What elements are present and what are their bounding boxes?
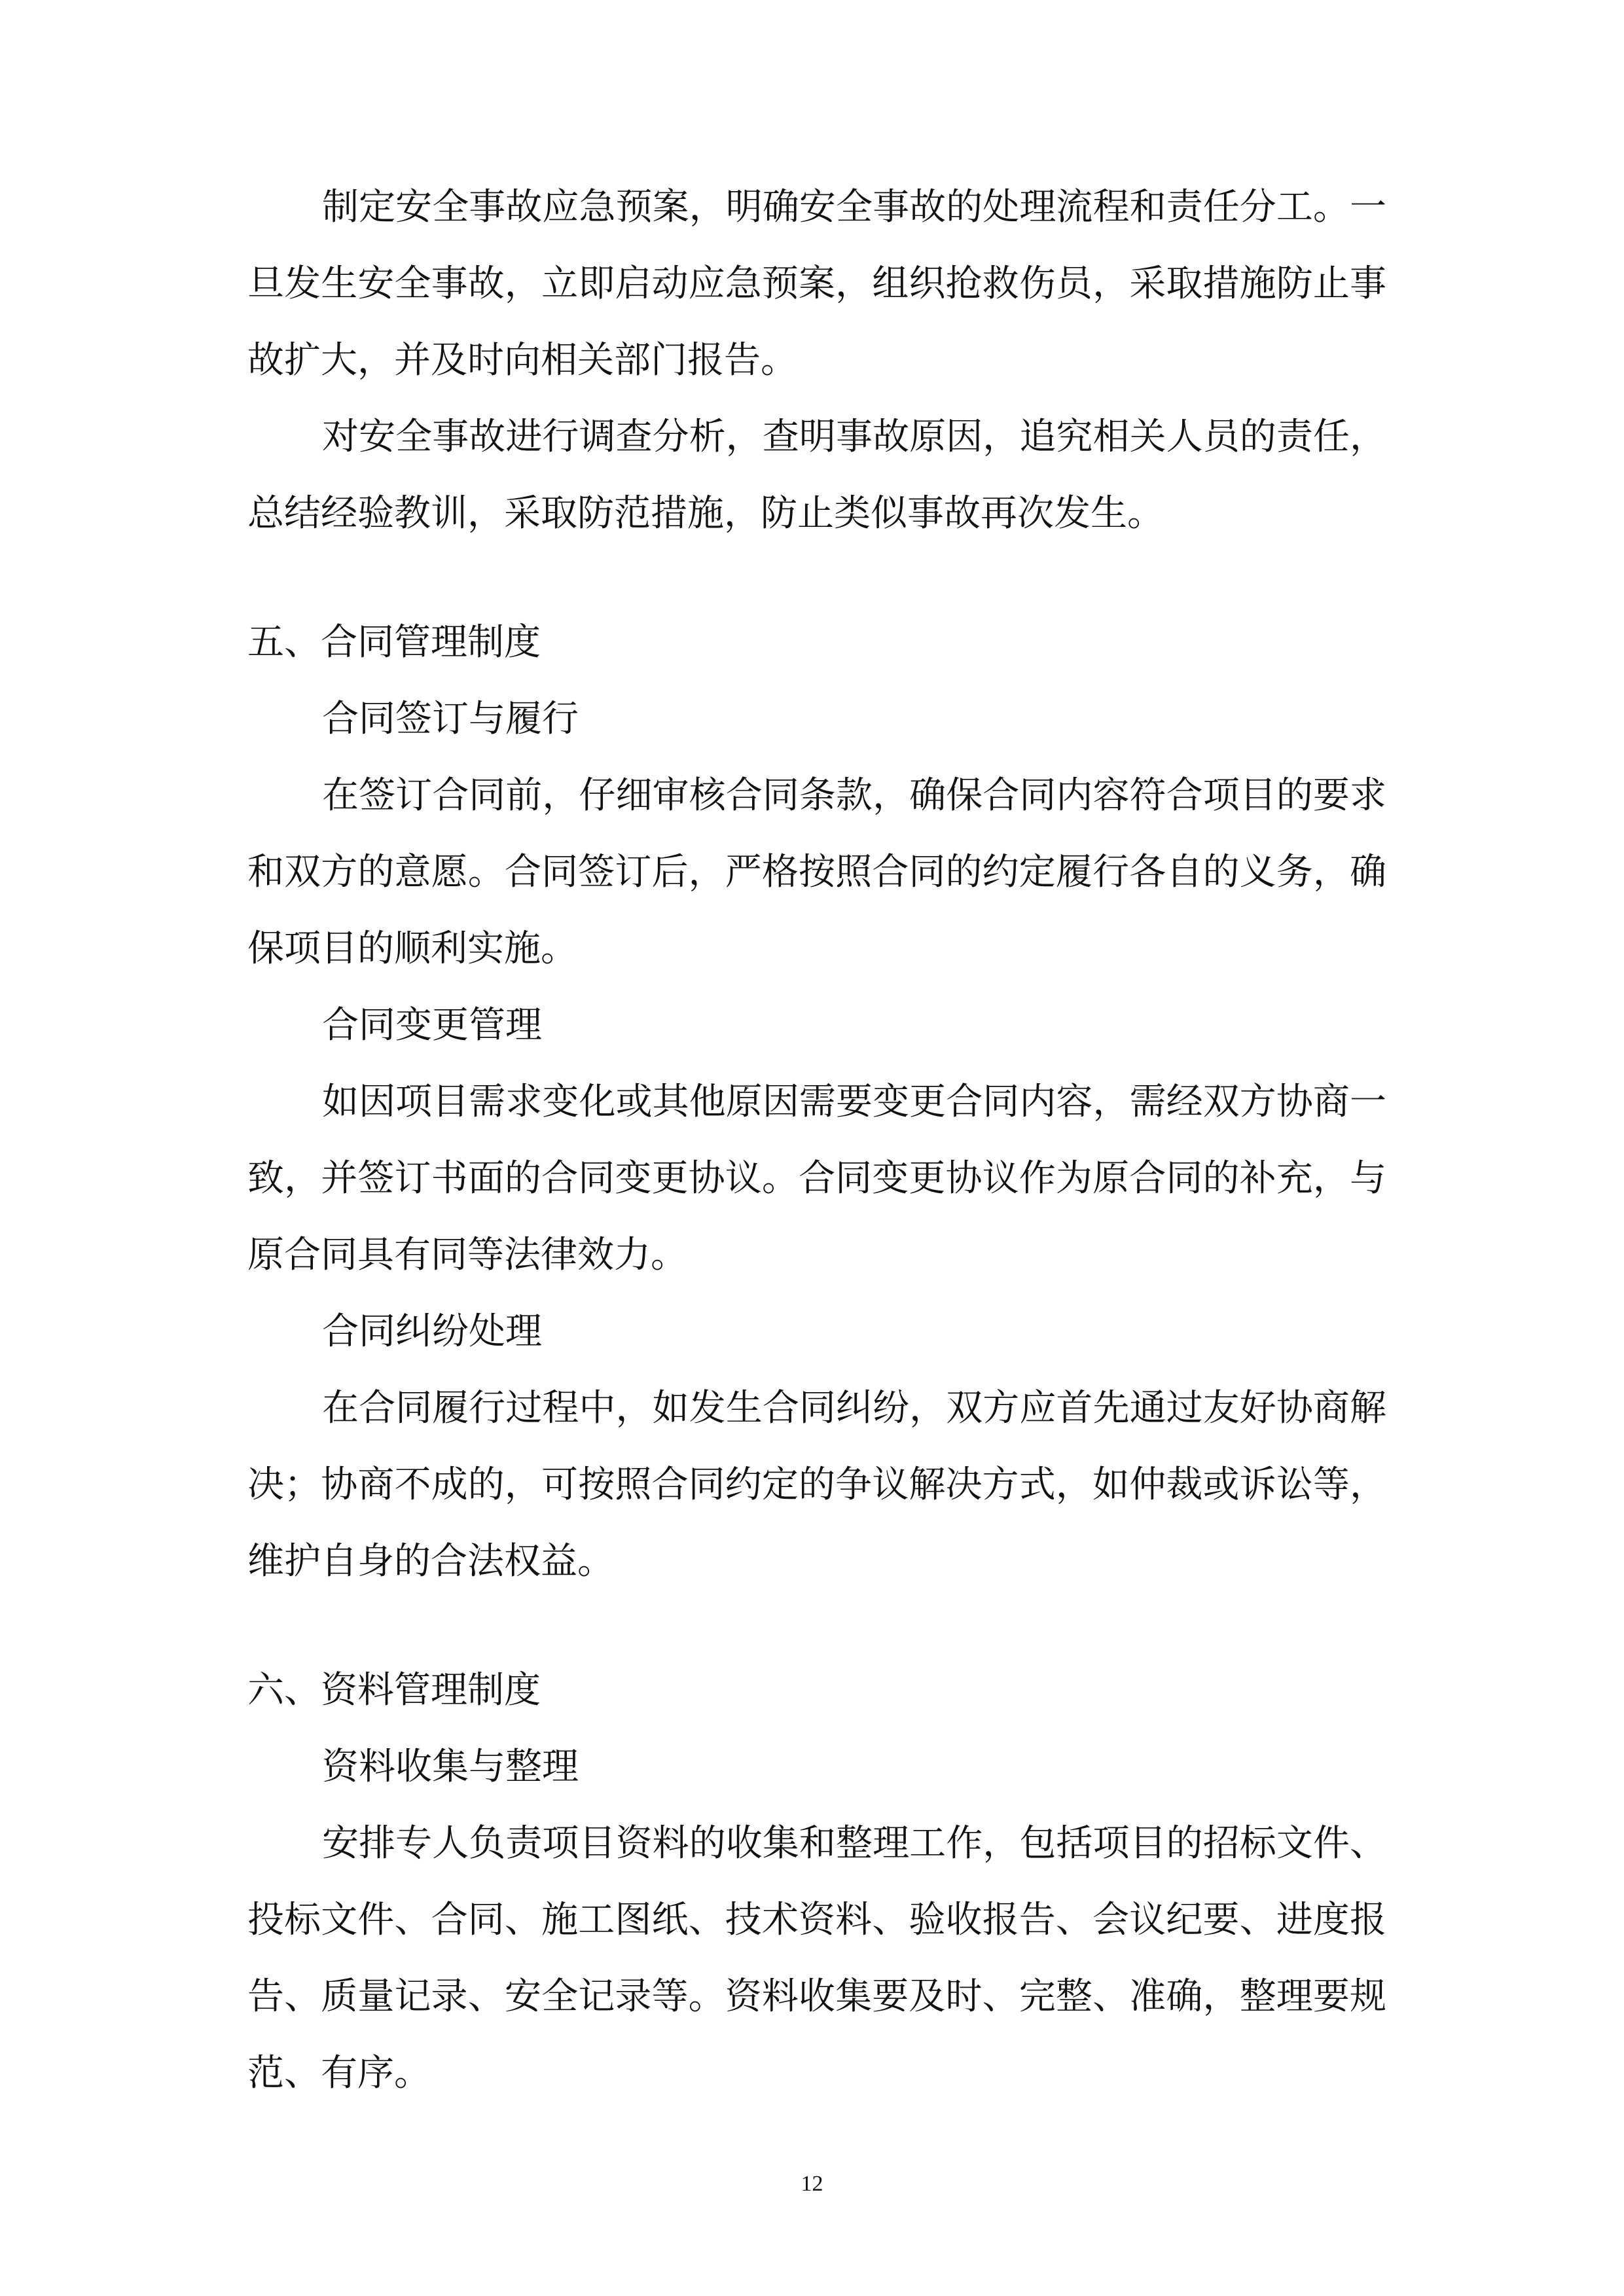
section-spacer xyxy=(247,552,1386,604)
paragraph-document-collection: 安排专人负责项目资料的收集和整理工作，包括项目的招标文件、投标文件、合同、施工图纸、技术资料、验收报告、会议纪要、进度报告、质量记录、安全记录等。资料收集要及时、完整、准确，整理要规范、有序。 xyxy=(247,1822,1386,2094)
section-spacer xyxy=(247,1600,1386,1652)
paragraph-accident-investigation: 对安全事故进行调查分析，查明事故原因，追究相关人员的责任，总结经验教训，采取防范措施，防止类似事故再次发生。 xyxy=(247,416,1386,535)
subheading-contract-signing: 合同签订与履行 xyxy=(322,698,579,740)
subheading-contract-dispute: 合同纠纷处理 xyxy=(322,1310,542,1353)
page-content xyxy=(247,169,1386,2111)
paragraph-contract-dispute: 在合同履行过程中，如发生合同纠纷，双方应首先通过友好协商解决；协商不成的，可按照合同约定的争议解决方式，如仲裁或诉讼等，维护自身的合法权益。 xyxy=(247,1387,1386,1583)
section-heading-contract-management: 五、合同管理制度 xyxy=(247,621,541,664)
paragraph-emergency-plan: 制定安全事故应急预案，明确安全事故的处理流程和责任分工。一旦发生安全事故，立即启动应急预案，组织抢救伤员，采取措施防止事故扩大，并及时向相关部门报告。 xyxy=(247,186,1386,382)
paragraph-contract-signing: 在签订合同前，仔细审核合同条款，确保合同内容符合项目的要求和双方的意愿。合同签订后，严格按照合同的约定履行各自的义务，确保项目的顺利实施。 xyxy=(247,774,1386,970)
paragraph-contract-change: 如因项目需求变化或其他原因需要变更合同内容，需经双方协商一致，并签订书面的合同变更协议。合同变更协议作为原合同的补充，与原合同具有同等法律效力。 xyxy=(247,1081,1386,1276)
subheading-contract-change: 合同变更管理 xyxy=(322,1004,542,1047)
page-number: 12 xyxy=(801,2172,823,2196)
section-heading-document-management: 六、资料管理制度 xyxy=(247,1669,541,1712)
subheading-document-collection: 资料收集与整理 xyxy=(322,1746,579,1788)
